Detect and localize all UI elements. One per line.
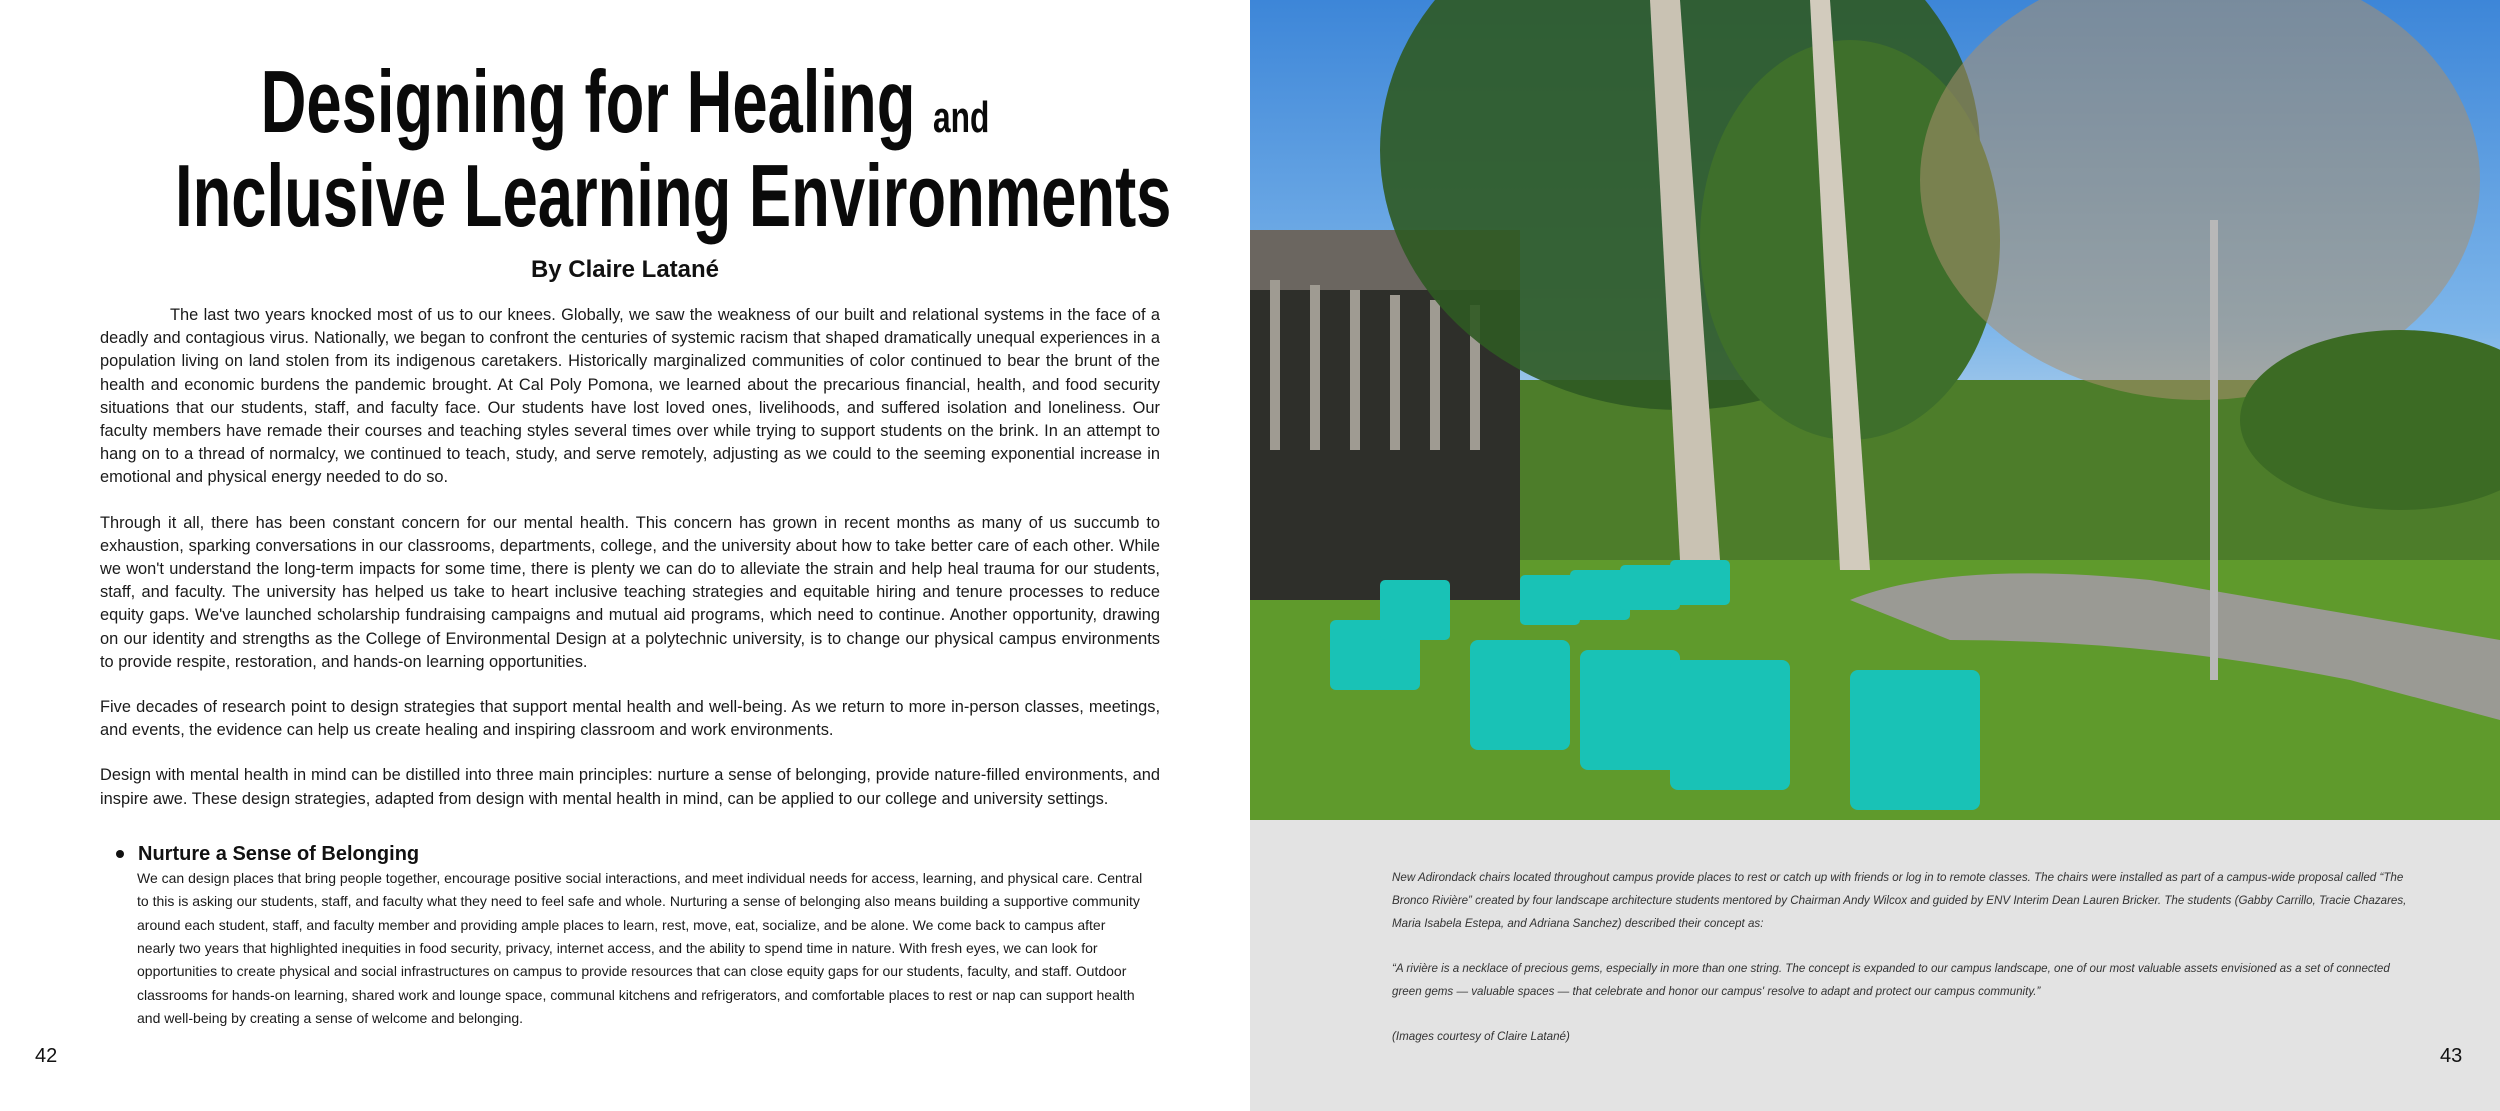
bullet-heading <box>116 841 1160 867</box>
paragraph-2: Through it all, there has been constant concern for our mental health. This concern has grown in recent months as many of us succumb to exhaustion, sparking conversations in our classrooms, departments, college, and the university about how to take better care of each other. While we won't understand the long-term impacts for some time, there is plenty we can do to alleviate the strain and help heal trauma for our students, staff, and faculty. The university has helped us take to heart inclusive teaching strategies and equitable hiring and tenure processes to reduce equity gaps. We've launched scholarship fundraising campaigns and mutual aid programs, which need to continue. Another opportunity, drawing on our identity and strengths as the College of Environmental Design at a polytechnic university, is to change our physical campus environments to provide respite, restoration, and hands-on learning opportunities. <box>100 513 1160 671</box>
title-and: and <box>933 93 990 142</box>
byline: By Claire Latané <box>530 256 720 283</box>
article-body <box>100 304 1160 1031</box>
article-title-line1 <box>175 52 1075 151</box>
paragraph-1: The last two years knocked most of us to our knees. Globally, we saw the weakness of our built and relational systems in the face of a deadly and contagious virus. Nationally, we began to confront the centuries of systemic racism that shaped dramatically unequal experiences in a population living on land stolen from its indigenous caretakers. Historically marginalized communities of color continued to bear the brunt of the health and economic burdens the pandemic brought. At Cal Poly Pomona, we learned about the precarious financial, health, and food security situations that our students, staff, and faculty face. Our students have lost loved ones, livelihoods, and suffered isolation and loneliness. Our faculty members have remade their courses and teaching styles several times over while trying to support students on the brink. In an attempt to hang on to a thread of normalcy, we continued to teach, study, and serve remotely, adjusting as we could to the seeming exponential increase in emotional and physical energy needed to do so. <box>100 306 1160 487</box>
page-number-left: 42 <box>35 1045 58 1067</box>
caption-block <box>1392 866 2422 1070</box>
right-page <box>1250 0 2500 1111</box>
bullet-heading-text: Nurture a Sense of Belonging <box>138 842 420 865</box>
campus-photo <box>1250 0 2500 820</box>
image-credit: (Images courtesy of Claire Latané) <box>1392 1030 1570 1043</box>
caption-quote: “A rivière is a necklace of precious gems, especially in more than one string. The concept is expanded to our campus landscape, one of our most valuable assets envisioned as a set of connected green gems — valuable spaces — that celebrate and honor our campus' resolve to adapt and protect our campus community.” <box>1392 962 2390 998</box>
paragraph-3: Five decades of research point to design strategies that support mental health and well-being. As we return to more in-person classes, meetings, and events, the evidence can help us create healing and inspiring classroom and work environments. <box>100 698 1160 740</box>
title-text: Designing for Healing <box>260 52 916 151</box>
campus-photo-illustration <box>1250 0 2500 820</box>
photo-caption: New Adirondack chairs located throughout campus provide places to rest or catch up with friends or log in to remote classes. The chairs were installed as part of a campus-wide proposal called “The Bronco Rivière” created by four landscape architecture students mentored by Chairman Andy Wilcox and guided by ENV Interim Dean Lauren Bricker. The students (Gabby Carrillo, Tracie Chazares, Maria Isabela Estepa, and Adriana Sanchez) described their concept as: <box>1392 871 2407 930</box>
article-title-line2: Inclusive Learning Environments <box>174 146 1172 245</box>
paragraph-4: Design with mental health in mind can be distilled into three main principles: nurture a sense of belonging, provide nature-filled environments, and inspire awe. These design strategies, adapted from design with mental health in mind, can be applied to our college and university settings. <box>100 766 1160 808</box>
page-number-right: 43 <box>2440 1045 2463 1067</box>
bullet-body: We can design places that bring people together, encourage positive social interactions, and meet individual needs for access, learning, and physical care. Central to this is asking our students, staff, and faculty what they need to feel safe and whole. Nurturing a sense of belonging also means building a supportive community around each student, staff, and faculty member and providing ample places to learn, rest, move, eat, socialize, and be alone. We come back to campus after nearly two years that highlighted inequities in food security, privacy, internet access, and the ability to spend time in nature. With fresh eyes, we can look for opportunities to create physical and social infrastructures on campus to provide resources that can close equity gaps for our students, faculty, and staff. Outdoor classrooms for hands-on learning, shared work and lounge space, communal kitchens and refrigerators, and comfortable places to rest or nap can support health and well-being by creating a sense of welcome and belonging. <box>137 869 1143 1027</box>
